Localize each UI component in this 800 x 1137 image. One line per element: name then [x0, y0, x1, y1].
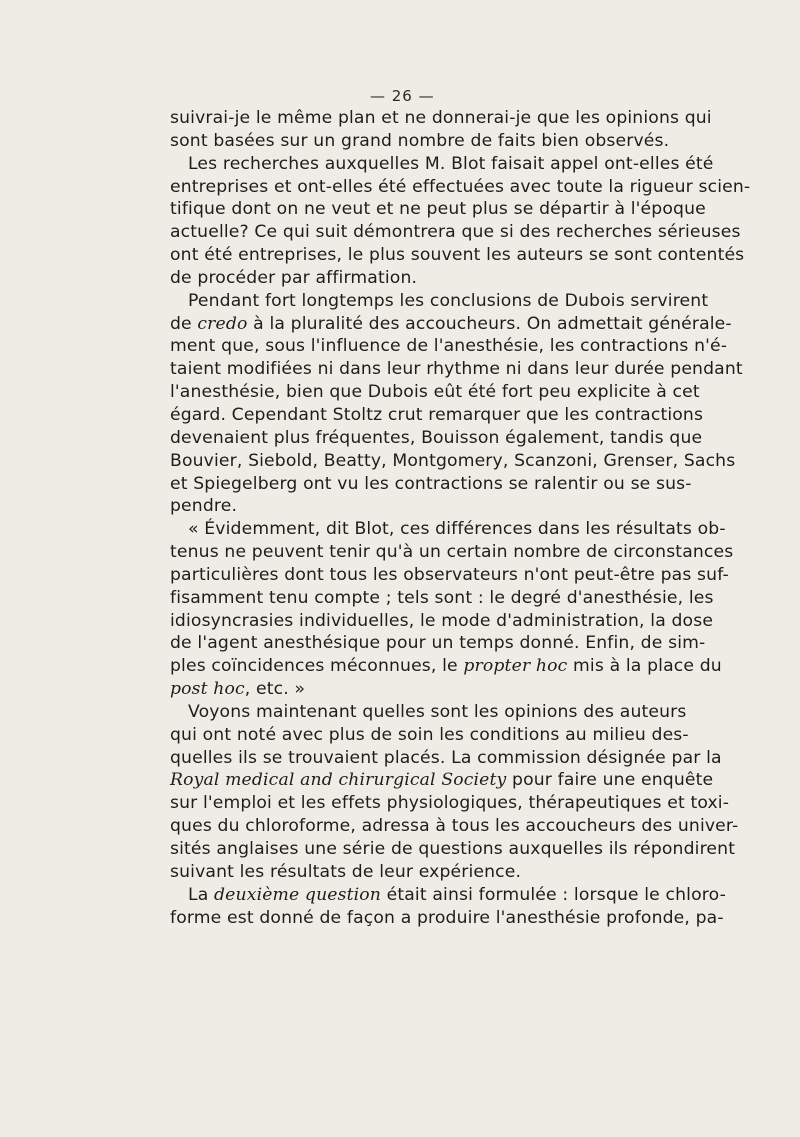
text-line: taient modifiées ni dans leur rhythme ni dans leur durée pendant	[170, 359, 743, 380]
text-line: actuelle? Ce qui suit démontrera que si des recherches sérieuses	[170, 222, 741, 243]
text-line: Voyons maintenant quelles sont les opinions des auteurs	[188, 701, 687, 722]
text-line: égard. Cependant Stoltz crut remarquer que les contractions	[170, 404, 704, 425]
text-line: de procéder par affirmation.	[170, 267, 418, 288]
text-line: devenaient plus fréquentes, Bouisson également, tandis que	[170, 427, 703, 448]
text-line: suivrai-je le même plan et ne donnerai-je que les opinions qui	[170, 108, 712, 128]
text-line: quelles ils se trouvaient placés. La commission désignée par la	[170, 747, 722, 768]
body-text	[170, 107, 751, 929]
text-line: Les recherches auxquelles M. Blot faisait appel ont-elles été	[188, 153, 714, 174]
text-line: tifique dont on ne veut et ne peut plus se départir à l'époque	[170, 199, 706, 220]
text-line: pendre.	[170, 496, 238, 517]
text-line: « Évidemment, dit Blot, ces différences dans les résultats ob-	[188, 519, 726, 540]
text-line: ples coïncidences méconnues, le propter hoc mis à la place du	[170, 656, 722, 677]
text-line: ques du chloroforme, adressa à tous les accoucheurs des univer-	[170, 816, 739, 837]
text-line: entreprises et ont-elles été effectuées avec toute la rigueur scien-	[170, 176, 751, 197]
text-line: de l'agent anesthésique pour un temps donné. Enfin, de sim-	[170, 633, 706, 654]
text-line: sont basées sur un grand nombre de faits bien observés.	[170, 130, 670, 151]
text-line: Pendant fort longtemps les conclusions de Dubois servirent	[188, 290, 709, 311]
text-line: qui ont noté avec plus de soin les conditions au milieu des-	[170, 724, 689, 745]
page-number: — 26 —	[370, 87, 435, 105]
text-line: forme est donné de façon a produire l'anesthésie profonde, pa-	[170, 907, 724, 928]
text-line: ont été entreprises, le plus souvent les auteurs se sont contentés	[170, 245, 745, 266]
text-line: et Spiegelberg ont vu les contractions se ralentir ou se sus-	[170, 473, 692, 494]
text-line: Bouvier, Siebold, Beatty, Montgomery, Scanzoni, Grenser, Sachs	[170, 450, 736, 471]
text-line: fisamment tenu compte ; tels sont : le degré d'anesthésie, les	[170, 587, 714, 608]
text-line: idiosyncrasies individuelles, le mode d'administration, la dose	[170, 610, 714, 631]
text-line: ment que, sous l'influence de l'anesthésie, les contractions n'é-	[170, 336, 728, 357]
text-line: de credo à la pluralité des accoucheurs. On admettait générale-	[170, 313, 732, 334]
text-line: Royal medical and chirurgical Society pour faire une enquête	[170, 770, 714, 791]
text-line: post hoc, etc. »	[170, 679, 306, 700]
text-line: tenus ne peuvent tenir qu'à un certain nombre de circonstances	[170, 542, 734, 563]
text-line: suivant les résultats de leur expérience.	[170, 861, 522, 882]
text-line: l'anesthésie, bien que Dubois eût été fort peu explicite à cet	[170, 382, 700, 403]
text-line: La deuxième question était ainsi formulée : lorsque le chloro-	[188, 884, 726, 905]
text-line: particulières dont tous les observateurs n'ont peut-être pas suf-	[170, 564, 729, 585]
text-line: sités anglaises une série de questions auxquelles ils répondirent	[170, 839, 736, 859]
text-line: sur l'emploi et les effets physiologiques, thérapeutiques et toxi-	[170, 793, 730, 814]
